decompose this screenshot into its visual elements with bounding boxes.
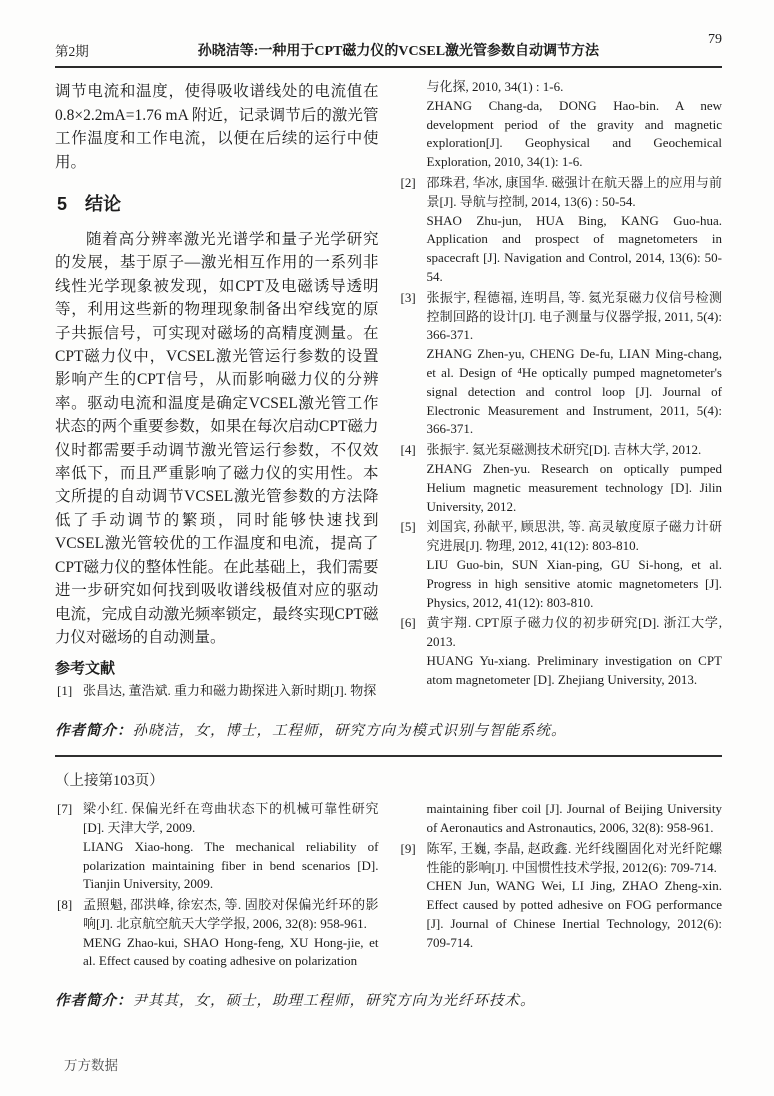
reference-text-zh: 刘国宾, 孙献平, 顾思洪, 等. 高灵敏度原子磁力计研究进展[J]. 物理, 2012, 41(12): 803-810. — [426, 519, 722, 554]
reference-number: [2] — [400, 174, 416, 190]
reference-item-2 — [399, 174, 723, 287]
reference-number: [5] — [400, 519, 416, 535]
reference-number: [1] — [57, 683, 73, 699]
continued-right-column — [399, 800, 723, 973]
left-column — [55, 78, 379, 703]
reference-number: [7] — [57, 801, 73, 817]
reference-text-zh: 黄宇翔. CPT原子磁力仪的初步研究[D]. 浙江大学, 2013. — [426, 615, 722, 650]
reference-text-zh: 与化探, 2010, 34(1) : 1-6. — [426, 79, 564, 94]
issue-label: 第2期 — [55, 44, 89, 59]
continued-left-column — [55, 800, 379, 973]
conclusion-paragraph: 随着高分辨率激光光谱学和量子光学研究的发展，基于原子—激光相互作用的一系列非线性光学现象被发现，如CPT及电磁诱导透明等，利用这些新的物理现象制备出窄线宽的原子共振信号，可实现对磁场的高精度测量。在CPT磁力仪中，VCSEL激光管运行参数的设置影响产生的CPT信号，从而影响磁力仪的分辨率。驱动电流和温度是确定VCSEL激光管工作状态的两个重要参数，如果在每次启动CPT磁力仪时都需要手动调节激光管运行参数，不仅效率低下，而且严重影响了磁力仪的实用性。本文所提的自动调节VCSEL激光管参数的方法降低了手动调节的繁琐，同时能够快速找到VCSEL激光管较优的工作温度和电流，提高了CPT磁力仪的整体性能。在此基础上，我们需要进一步研究如何找到吸收谱线极值对应的驱动电流，完成自动激光频率锁定，最终实现CPT磁力仪对磁场的自动测量。 — [55, 231, 379, 646]
right-column — [399, 78, 723, 703]
author-bio-label: 作者简介： — [55, 723, 133, 740]
reference-number: [9] — [400, 840, 416, 856]
reference-text-zh: 梁小红. 保偏光纤在弯曲状态下的机械可靠性研究[D]. 天津大学, 2009. — [83, 801, 379, 835]
section-heading — [57, 190, 379, 216]
page-number: 79 — [708, 32, 722, 47]
references-heading: 参考文献 — [55, 660, 116, 678]
reference-number: [4] — [400, 442, 416, 458]
reference-item-9 — [399, 840, 723, 953]
continued-columns — [55, 800, 722, 973]
reference-item-1 — [55, 682, 379, 701]
reference-text-zh: 邵珠君, 华冰, 康国华. 磁强计在航天器上的应用与前景[J]. 导航与控制, 2014, 13(6) : 50-54. — [426, 174, 722, 209]
reference-number: [3] — [400, 289, 416, 305]
reference-item-6 — [399, 614, 723, 689]
reference-number: [8] — [57, 897, 73, 913]
reference-text-en: ZHANG Zhen-yu. Research on optically pumped Helium magnetic measurement technology [D]. Jilin University, 2012. — [426, 460, 722, 514]
reference-text-en: ZHANG Zhen-yu, CHENG De-fu, LIAN Ming-chang, et al. Design of ⁴He optically pumped magnetometer's signal detection and control loop [J]. Journal of Electronic Measurement and Instrument, 2011, 5(4): 366-371. — [426, 346, 722, 437]
reference-text-en: SHAO Zhu-jun, HUA Bing, KANG Guo-hua. Application and prospect of magnetometers in spacecraft [J]. Navigation and Control, 2014, 13(6): 50-54. — [426, 212, 722, 284]
reference-text-en: HUANG Yu-xiang. Preliminary investigation on CPT atom magnetometer [D]. Zhejiang University, 2013. — [426, 652, 722, 687]
reference-item-7 — [55, 800, 379, 894]
reference-text-en: LIU Guo-bin, SUN Xian-ping, GU Si-hong, et al. Progress in high sensitive atomic magnetometers [J]. Physics, 2012, 41(12): 803-810. — [426, 556, 722, 610]
reference-1-continuation — [399, 78, 723, 172]
reference-text-en: MENG Zhao-kui, SHAO Hong-feng, XU Hong-jie, et al. Effect caused by coating adhesive on polarization — [83, 934, 379, 969]
continued-from-note: （上接第103页） — [55, 773, 164, 790]
reference-text-en: LIANG Xiao-hong. The mechanical reliability of polarization maintaining fiber in bend scenarios [D]. Tianjin University, 2009. — [83, 838, 379, 892]
author-bio-text: 尹其其，女，硕士，助理工程师，研究方向为光纤环技术。 — [132, 993, 536, 1010]
author-bio-label: 作者简介： — [55, 993, 133, 1010]
reference-text-en: CHEN Jun, WANG Wei, LI Jing, ZHAO Zheng-xin. Effect caused by potted adhesive on FOG performance [J]. Journal of Chinese Inertial Technology, 2012(6): 709-714. — [426, 878, 722, 950]
reference-text-zh: 陈军, 王巍, 李晶, 赵政鑫. 光纤线圈固化对光纤陀螺性能的影响[J]. 中国惯性技术学报, 2012(6): 709-714. — [426, 840, 722, 875]
reference-item-5 — [399, 518, 723, 612]
running-title: 孙晓洁等:一种用于CPT磁力仪的VCSEL激光管参数自动调节方法 — [197, 44, 600, 59]
reference-text-zh: 张振宇, 程德福, 连明昌, 等. 氦光泵磁力仪信号检测控制回路的设计[J]. 电子测量与仪器学报, 2011, 5(4): 366-371. — [426, 289, 722, 343]
reference-text-zh: 张昌达, 董浩斌. 重力和磁力勘探进入新时期[J]. 物探 — [83, 683, 377, 699]
running-header — [55, 32, 722, 68]
reference-item-8 — [55, 896, 379, 971]
reference-text-zh: 张振宇. 氦光泵磁测技术研究[D]. 吉林大学, 2012. — [426, 442, 702, 458]
lead-paragraph: 调节电流和温度，使得吸收谱线处的电流值在0.8×2.2mA=1.76 mA 附近，记录调节后的激光管工作温度和工作电流，以便在后续的运行中使用。 — [55, 83, 379, 171]
author-bio-1 — [55, 721, 722, 741]
section-number: 5 — [57, 194, 68, 214]
reference-text-en: maintaining fiber coil [J]. Journal of Beijing University of Aeronautics and Astronautics, 2006, 32(8): 958-961. — [426, 801, 722, 835]
section-divider — [55, 755, 722, 757]
wanfang-watermark: 万方数据 — [64, 1058, 118, 1073]
section-title: 结论 — [85, 194, 122, 214]
author-bio-text: 孙晓洁，女，博士，工程师，研究方向为模式识别与智能系统。 — [132, 723, 567, 740]
reference-item-3 — [399, 289, 723, 439]
reference-item-4 — [399, 441, 723, 516]
author-bio-2 — [55, 991, 722, 1011]
main-columns — [55, 78, 722, 703]
reference-number: [6] — [400, 615, 416, 631]
reference-text-en: ZHANG Chang-da, DONG Hao-bin. A new development period of the gravity and magnetic exploration[J]. Geophysical and Geochemical Exploration, 2010, 34(1): 1-6. — [426, 97, 722, 170]
reference-8-continuation — [399, 800, 723, 838]
reference-text-zh: 孟照魁, 邵洪峰, 徐宏杰, 等. 固胶对保偏光纤环的影响[J]. 北京航空航天大学学报, 2006, 32(8): 958-961. — [83, 897, 379, 931]
